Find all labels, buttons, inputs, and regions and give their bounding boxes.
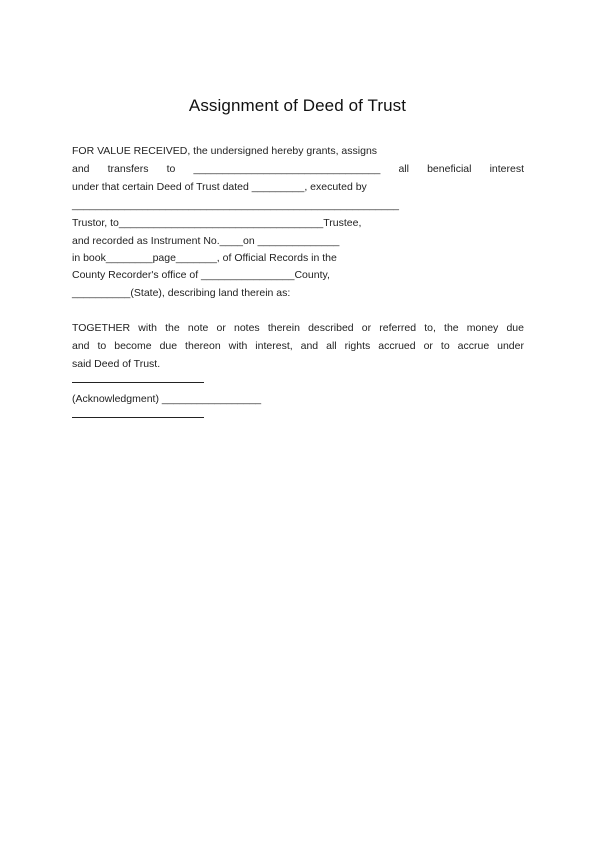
text-line-8: County Recorder's office of ________________County, (72, 269, 330, 281)
text-line-4: ________________________________________________________ (72, 199, 400, 211)
text-line-6: and recorded as Instrument No.____on ______________ (72, 235, 340, 247)
text-line-9: __________(State), describing land therein as: (72, 287, 291, 299)
paragraph-line-2: and to become due thereon with interest, and all rights accrued or to accrue under (72, 340, 524, 352)
text-line-7: in book________page_______, of Official Records in the (72, 252, 337, 264)
text-line-2: and transfers to ________________________________ all beneficial interest (72, 163, 524, 175)
text-line-1: FOR VALUE RECEIVED, the undersigned hereby grants, assigns (72, 145, 378, 157)
text-line-5: Trustor, to___________________________________Trustee, (72, 217, 362, 229)
acknowledgment-line: (Acknowledgment) _________________ (72, 393, 262, 405)
paragraph-line-3: said Deed of Trust. (72, 358, 161, 370)
paragraph-line-1: TOGETHER with the note or notes therein described or referred to, the money due (72, 322, 524, 334)
text-line-3: under that certain Deed of Trust dated _________, executed by (72, 181, 367, 193)
signature-line-bottom (72, 417, 204, 418)
signature-line-top (72, 382, 204, 383)
document-title: Assignment of Deed of Trust (188, 96, 407, 115)
